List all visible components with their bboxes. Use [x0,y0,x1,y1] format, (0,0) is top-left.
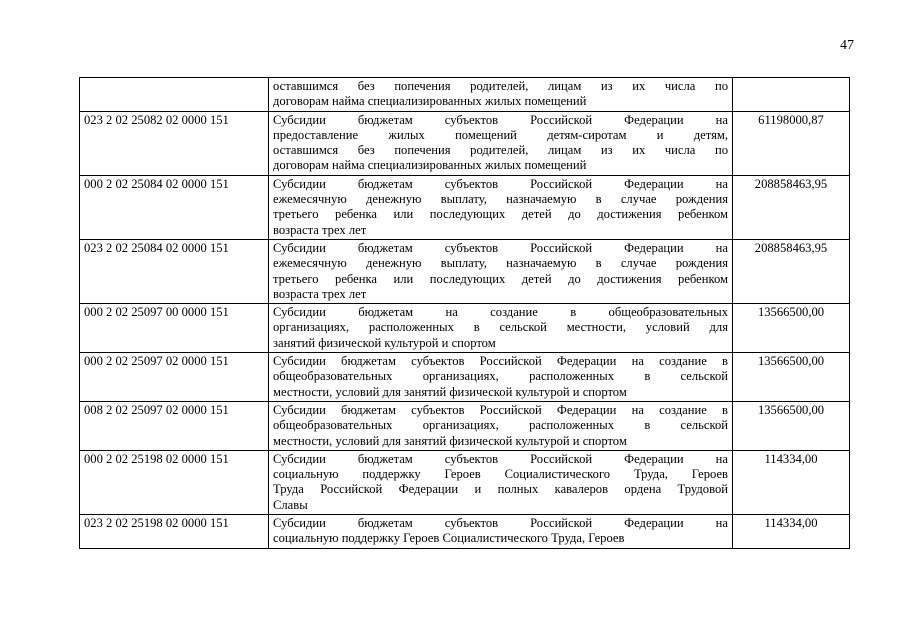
description-line: предоставление жилых помещений детям-сиротам и детям, [273,127,728,142]
description-cell [269,111,733,175]
budget-code-cell: 000 2 02 25097 00 0000 151 [80,304,269,353]
description-cell [269,401,733,450]
description-line: возраста трех лет [273,286,367,301]
description-cell [269,515,733,549]
description-line: Субсидии бюджетам субъектов Российской Федерации на [273,240,728,255]
description-line: Субсидии бюджетам субъектов Российской Федерации на [273,451,728,466]
description-line: Субсидии бюджетам субъектов Российской Федерации на создание в [273,354,728,369]
description-line: ежемесячную денежную выплату, назначаемую в случае рождения [273,192,728,207]
description-cell [269,450,733,514]
amount-cell: 13566500,00 [733,304,850,353]
description-line: ежемесячную денежную выплату, назначаемую в случае рождения [273,256,728,271]
budget-code-cell: 000 2 02 25198 02 0000 151 [80,450,269,514]
table-row [80,78,850,112]
description-line: оставшимся без попечения родителей, лицам из их числа по [273,79,728,93]
amount-cell [733,78,850,112]
budget-code-cell: 023 2 02 25198 02 0000 151 [80,515,269,549]
budget-code-cell: 008 2 02 25097 02 0000 151 [80,401,269,450]
table-row [80,353,850,402]
page-number: 47 [840,38,854,53]
description-line: оставшимся без попечения родителей, лицам из их числа по [273,143,728,158]
description-line: возраста трех лет [273,222,367,237]
amount-cell: 208858463,95 [733,239,850,303]
table-row [80,401,850,450]
description-cell [269,78,733,112]
description-line: Субсидии бюджетам субъектов Российской Федерации на [273,112,728,127]
amount-cell: 13566500,00 [733,353,850,402]
description-line: третьего ребенка или последующих детей до достижения ребенком [273,207,728,222]
description-line: местности, условий для занятий физической культурой и спортом [273,384,627,399]
description-cell [269,175,733,239]
description-line: договорам найма специализированных жилых помещений [273,158,587,173]
table-row [80,515,850,549]
table-row [80,304,850,353]
amount-cell: 13566500,00 [733,401,850,450]
description-line: Субсидии бюджетам субъектов Российской Федерации на [273,516,728,531]
table-row [80,239,850,303]
budget-code-cell: 023 2 02 25082 02 0000 151 [80,111,269,175]
amount-cell: 61198000,87 [733,111,850,175]
description-cell [269,304,733,353]
description-cell [269,353,733,402]
budget-code-cell [80,78,269,112]
description-line: социальную поддержку Героев Социалистического Труда, Героев [273,531,625,546]
amount-cell: 114334,00 [733,450,850,514]
budget-table [79,77,850,549]
amount-cell: 208858463,95 [733,175,850,239]
description-line: Субсидии бюджетам субъектов Российской Федерации на [273,176,728,191]
description-line: занятий физической культурой и спортом [273,335,496,350]
budget-code-cell: 000 2 02 25097 02 0000 151 [80,353,269,402]
budget-code-cell: 000 2 02 25084 02 0000 151 [80,175,269,239]
description-line: Субсидии бюджетам на создание в общеобразовательных [273,305,728,320]
description-line: организациях, расположенных в сельской местности, условий для [273,320,728,335]
description-cell [269,239,733,303]
description-line: Труда Российской Федерации и полных кавалеров ордена Трудовой [273,482,728,497]
table-row [80,175,850,239]
table-row [80,450,850,514]
budget-table-body [80,78,850,549]
description-line: третьего ребенка или последующих детей до достижения ребенком [273,271,728,286]
budget-code-cell: 023 2 02 25084 02 0000 151 [80,239,269,303]
description-line: социальную поддержку Героев Социалистического Труда, Героев [273,467,728,482]
description-line: местности, условий для занятий физической культурой и спортом [273,433,627,448]
amount-cell: 114334,00 [733,515,850,549]
description-line: общеобразовательных организациях, расположенных в сельской [273,418,728,433]
description-line: Субсидии бюджетам субъектов Российской Федерации на создание в [273,402,728,417]
description-line: договорам найма специализированных жилых помещений [273,94,587,109]
description-line: общеобразовательных организациях, расположенных в сельской [273,369,728,384]
table-row [80,111,850,175]
description-line: Славы [273,497,308,512]
